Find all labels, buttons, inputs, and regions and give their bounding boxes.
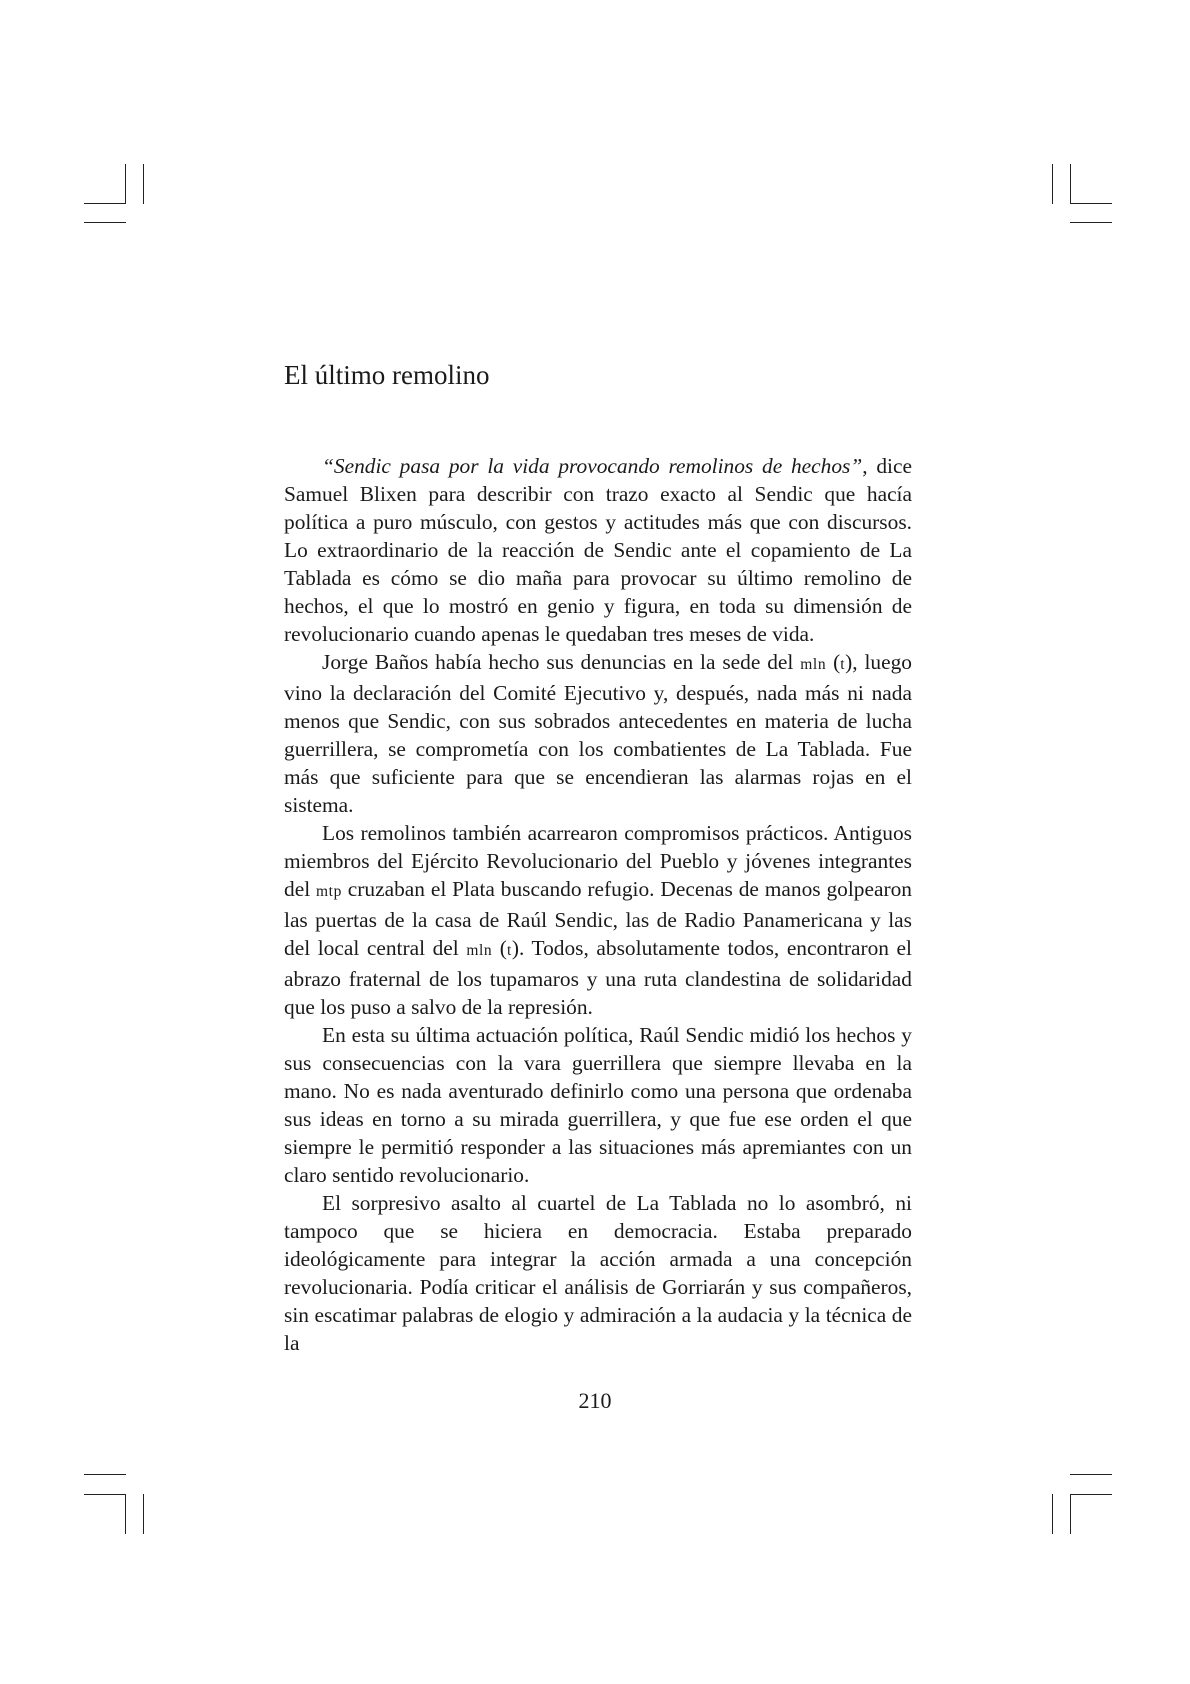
paragraph-3-text-a: Los remolinos también acarrearon compromisos prácticos. Antiguos miembros del Ejército Revolucionario del Pueblo y jóvenes integrantes del <box>284 821 912 901</box>
paragraph-3 <box>284 819 912 1021</box>
crop-mark-bottom-right-horizontal <box>1070 1494 1112 1495</box>
crop-mark-top-right-horizontal <box>1070 203 1112 204</box>
abbreviation-mln: mln <box>466 942 493 959</box>
crop-mark-top-right-vertical <box>1070 164 1071 204</box>
paragraph-4: En esta su última actuación política, Raúl Sendic midió los hechos y sus consecuencias con la vara guerrillera que siempre llevaba en la mano. No es nada aventurado definirlo como una persona que ordenaba sus ideas en torno a su mirada guerrillera, y que fue ese orden el que siempre le permitió responder a las situaciones más apremiantes con un claro sentido revolucionario. <box>284 1023 912 1187</box>
crop-mark-top-left-horizontal-lower <box>84 222 126 223</box>
paragraph-2 <box>284 648 912 819</box>
crop-mark-bottom-left-horizontal-upper <box>84 1474 126 1475</box>
crop-mark-bottom-right-horizontal-upper <box>1070 1474 1112 1475</box>
crop-mark-top-right-vertical-outer <box>1052 164 1053 204</box>
crop-mark-bottom-right-vertical <box>1070 1494 1071 1534</box>
abbreviation-t: t <box>506 942 512 959</box>
paragraph-2-text-a: Jorge Baños había hecho sus denuncias en la sede del <box>322 650 801 674</box>
crop-mark-bottom-left-vertical-outer <box>143 1494 144 1534</box>
abbreviation-mln: mln <box>800 656 827 673</box>
paragraph-2-text-b: ( <box>826 650 841 674</box>
abbreviation-mtp: mtp <box>316 883 342 900</box>
paragraph-2-text-c: ), luego vino la declaración del Comité Ejecutivo y, después, nada más ni nada menos que Sendic, con sus sobrados antecedentes en materia de lucha guerrillera, se comprometía con los combatientes de La Tablada. Fue más que suficiente para que se encendieran las alarmas rojas en el sistema. <box>284 650 912 817</box>
crop-mark-bottom-right-vertical-outer <box>1052 1494 1053 1534</box>
paragraph-5: El sorpresivo asalto al cuartel de La Tablada no lo asombró, ni tampoco que se hiciera en democracia. Estaba preparado ideológicamente para integrar la acción armada a una concepción revolucionaria. Podía criticar el análisis de Gorriarán y sus compañeros, sin escatimar palabras de elogio y admiración a la audacia y la técnica de la <box>284 1191 912 1355</box>
paragraph-1 <box>284 452 912 648</box>
chapter-title: El último remolino <box>284 360 490 390</box>
paragraph-3-text-b: cruzaban el Plata buscando refugio. Decenas de manos golpearon las puertas de la casa de Raúl Sendic, las de Radio Panamericana y las del local central del <box>284 877 912 960</box>
crop-mark-top-left-vertical-outer <box>143 164 144 204</box>
crop-mark-top-right-horizontal-lower <box>1070 222 1112 223</box>
paragraph-1-text: , dice Samuel Blixen para describir con trazo exacto al Sendic que hacía política a puro músculo, con gestos y actitudes más que con discursos. Lo extraordinario de la reacción de Sendic ante el copamiento de La Tablada es cómo se dio maña para provocar su último remolino de hechos, el que lo mostró en genio y figura, en toda su dimensión de revolucionario cuando apenas le quedaban tres meses de vida. <box>284 454 912 646</box>
abbreviation-t: t <box>840 656 846 673</box>
page-number: 210 <box>578 1388 612 1413</box>
opening-quote: “Sendic pasa por la vida provocando remolinos de hechos” <box>322 454 863 478</box>
paragraph-3-text-c: ( <box>492 936 507 960</box>
body-text <box>284 452 912 1357</box>
paragraph-3-text-d: ). Todos, absolutamente todos, encontraron el abrazo fraternal de los tupamaros y una ruta clandestina de solidaridad que los puso a salvo de la represión. <box>284 936 912 1019</box>
crop-mark-top-left-horizontal <box>84 203 126 204</box>
crop-mark-bottom-left-horizontal <box>84 1494 126 1495</box>
crop-mark-top-left-vertical <box>125 164 126 204</box>
crop-mark-bottom-left-vertical <box>125 1494 126 1534</box>
